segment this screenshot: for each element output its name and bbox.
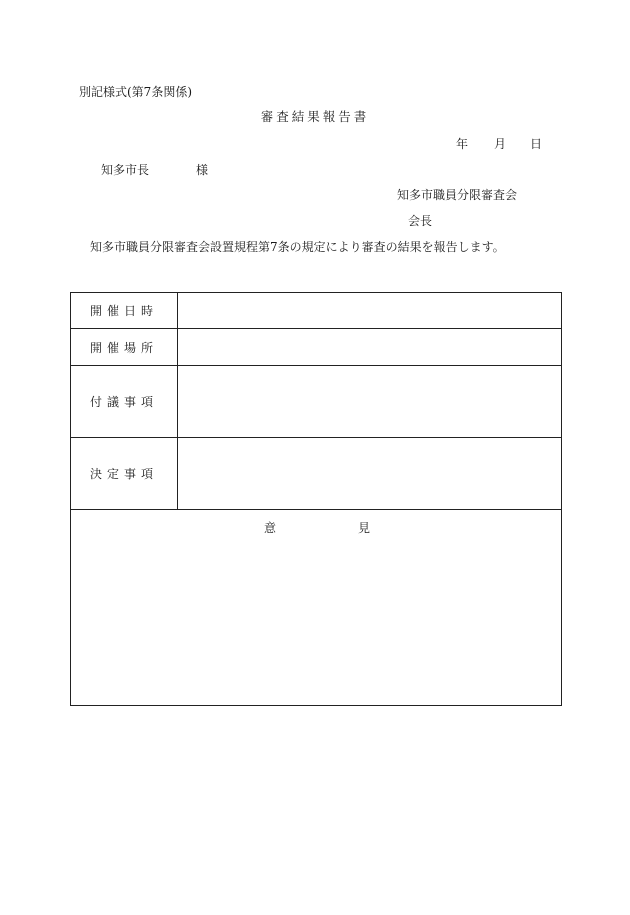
opinion-heading bbox=[71, 510, 561, 540]
opinion-heading-char-1: 意 bbox=[264, 521, 277, 535]
addressee-honorific: 様 bbox=[196, 163, 209, 177]
date-year-label: 年 bbox=[456, 137, 469, 151]
row-label-place: 開催場所 bbox=[71, 329, 178, 366]
table-row-decision bbox=[71, 438, 562, 510]
sender-organization: 知多市職員分限審査会 bbox=[397, 188, 518, 202]
row-label-datetime: 開催日時 bbox=[71, 293, 178, 329]
table-row-datetime bbox=[71, 293, 562, 329]
table-row-place bbox=[71, 329, 562, 366]
row-value-decision[interactable] bbox=[178, 438, 562, 510]
row-label-agenda: 付議事項 bbox=[71, 366, 178, 438]
report-table bbox=[70, 292, 562, 706]
date-month-label: 月 bbox=[494, 137, 507, 151]
row-value-agenda[interactable] bbox=[178, 366, 562, 438]
opinion-heading-char-2: 見 bbox=[358, 521, 371, 535]
sender-title: 会長 bbox=[408, 214, 433, 228]
document-title: 審査結果報告書 bbox=[260, 109, 370, 124]
opinion-cell[interactable] bbox=[71, 510, 562, 706]
form-reference: 別記様式(第7条関係) bbox=[79, 85, 192, 99]
row-label-decision: 決定事項 bbox=[71, 438, 178, 510]
row-value-place[interactable] bbox=[178, 329, 562, 366]
date-day-label: 日 bbox=[530, 137, 543, 151]
addressee-name: 知多市長 bbox=[101, 163, 150, 177]
row-value-datetime[interactable] bbox=[178, 293, 562, 329]
table-row-opinion bbox=[71, 510, 562, 706]
table-row-agenda bbox=[71, 366, 562, 438]
report-body-text: 知多市職員分限審査会設置規程第7条の規定により審査の結果を報告します。 bbox=[90, 240, 505, 254]
